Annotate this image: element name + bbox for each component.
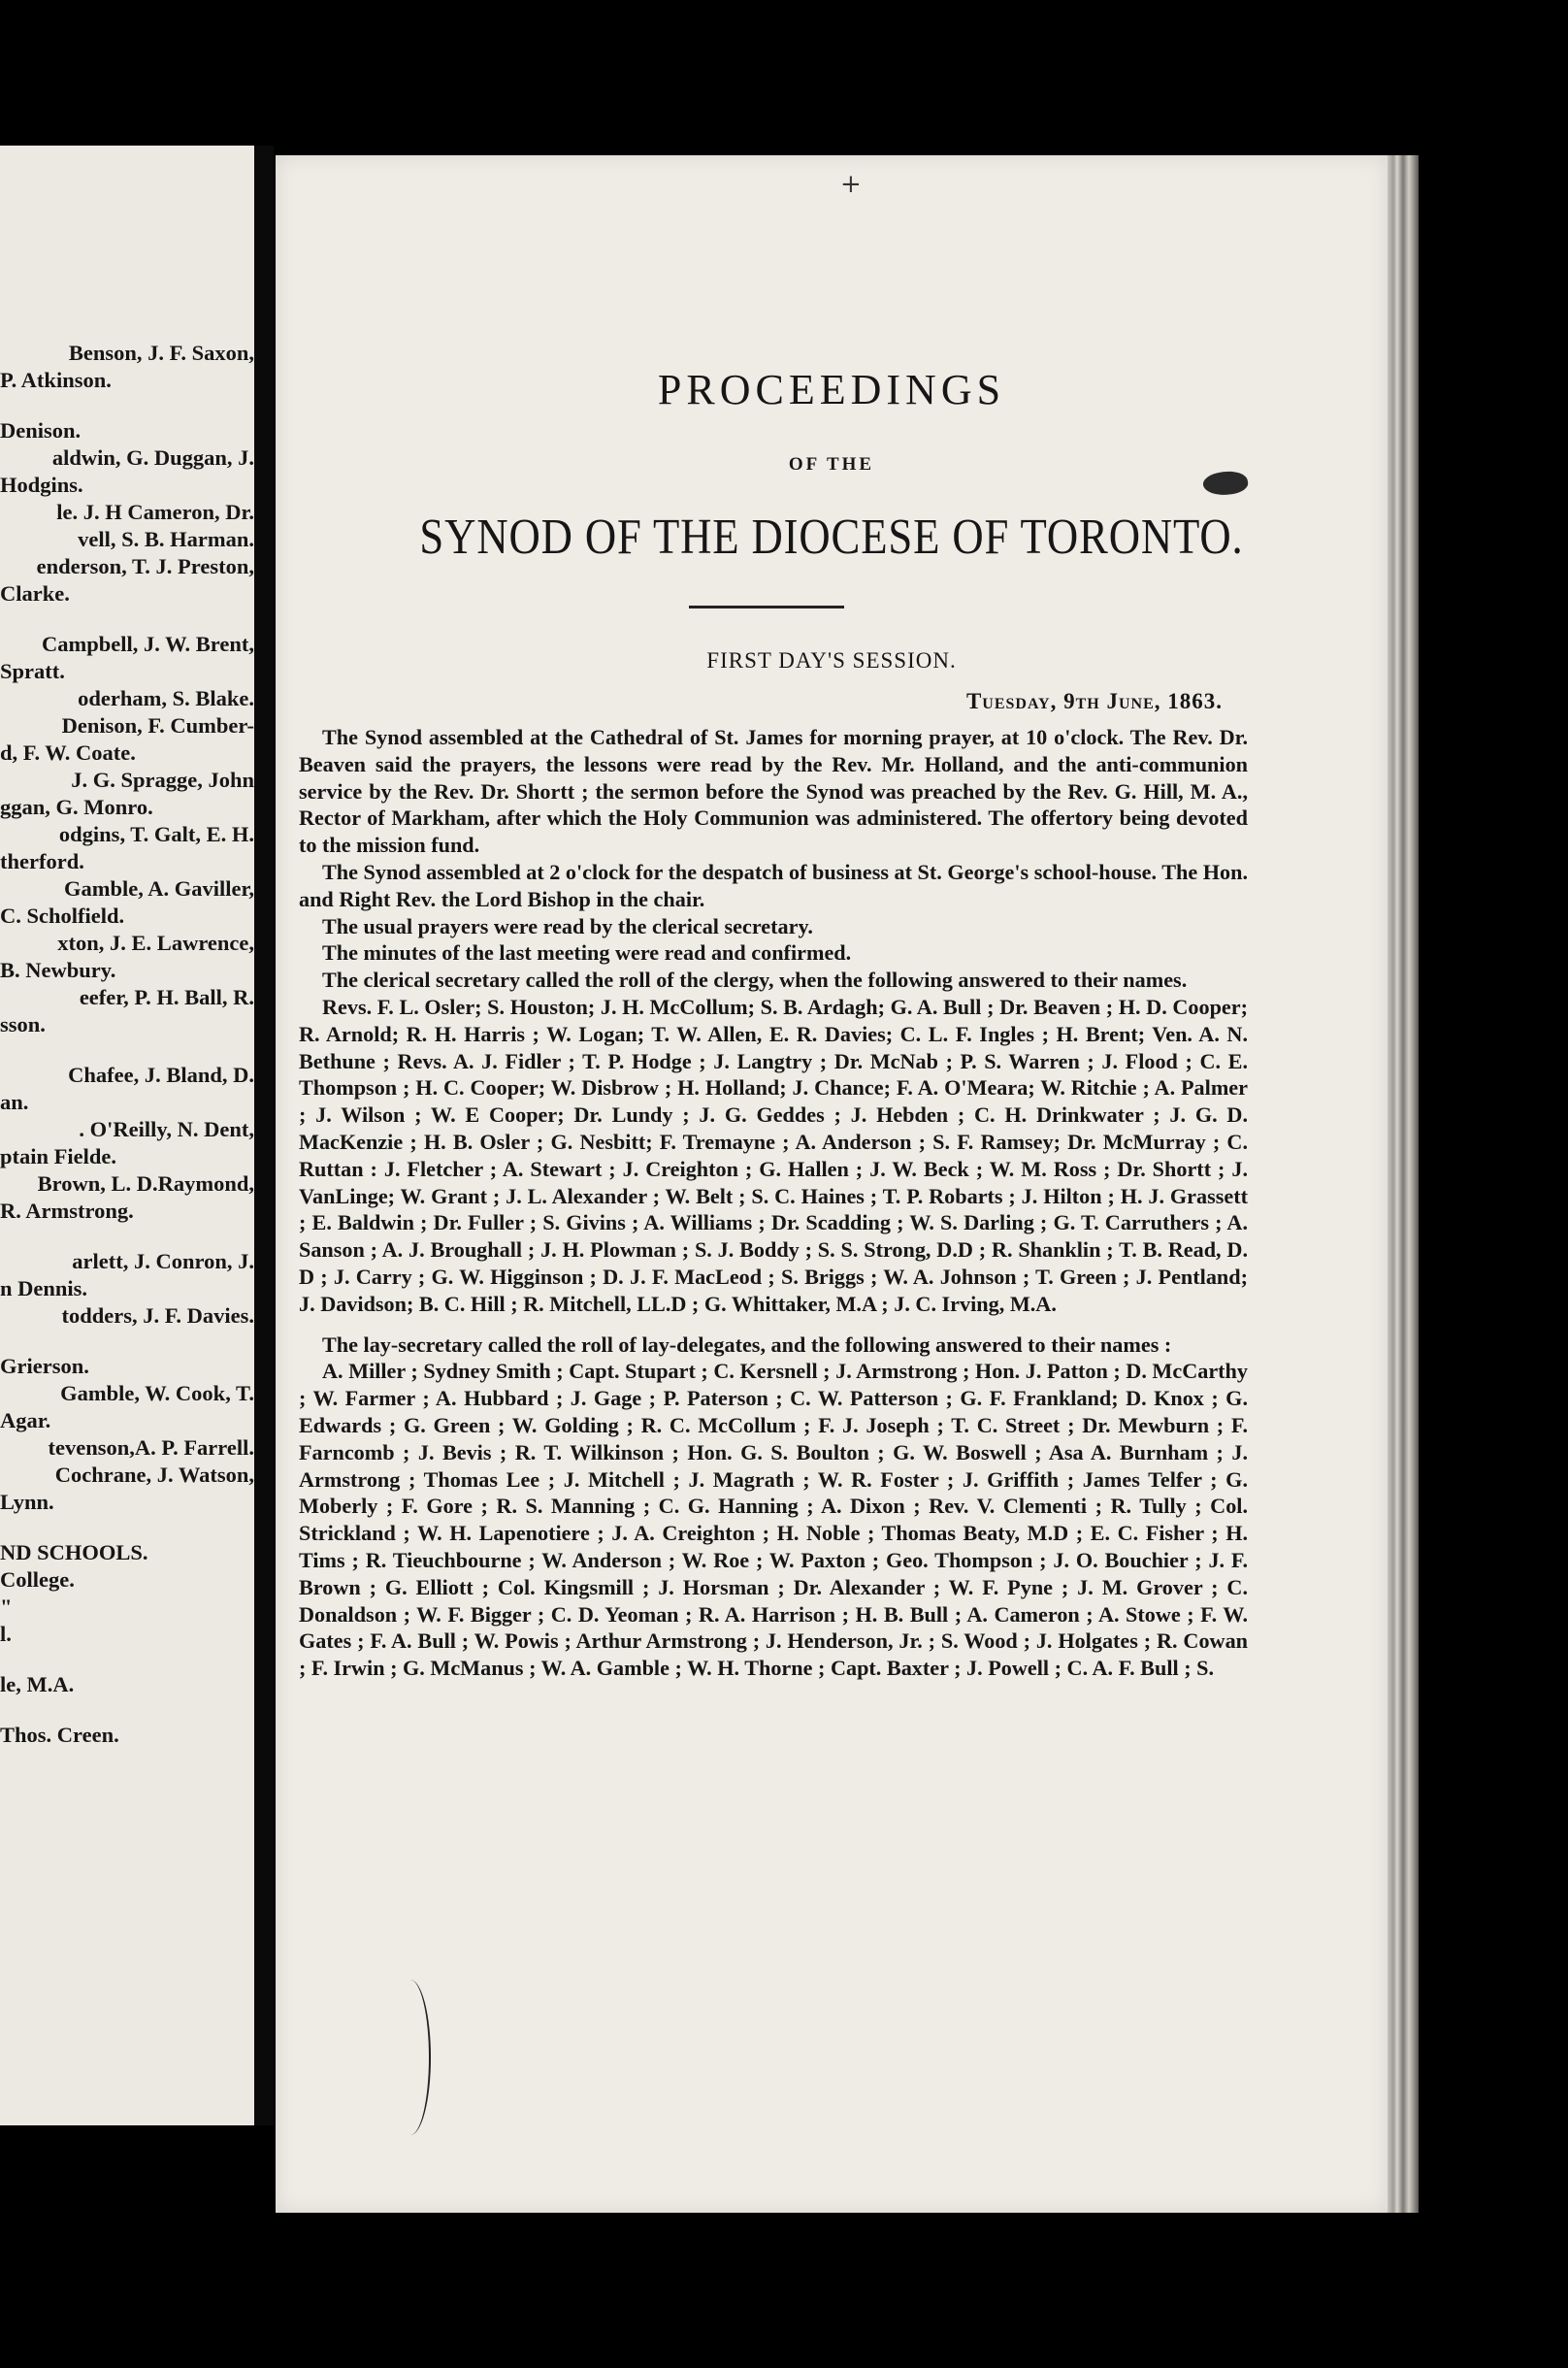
paragraph-clergy-roll-call: The clerical secretary called the roll of the clergy, when the following answered to their names. <box>322 968 1188 993</box>
left-page-line: Campbell, J. W. Brent, <box>42 632 254 656</box>
left-page-line: ND SCHOOLS. <box>0 1540 148 1564</box>
paragraph-morning-prayer: The Synod assembled at the Cathedral of St. James for morning prayer, at 10 o'clock. The Rev. Dr. Beaven said the prayers, the lessons were read by the Rev. Mr. Holland, and the anti-communion service by the Rev. Dr. Shortt ; the sermon before the Synod was preached by the Rev. G. Hill, M. A., Rector of Markham, after which the Holy Communion was administered. The offertory being devoted to the mission fund. <box>299 725 1248 858</box>
document-title: PROCEEDINGS <box>657 366 1006 413</box>
left-page-line <box>0 394 254 417</box>
left-page-line: College. <box>0 1567 75 1592</box>
left-page-line <box>0 1648 254 1671</box>
left-page-line: sson. <box>0 1012 46 1036</box>
left-page-border <box>254 146 274 2125</box>
title-rule <box>689 606 844 608</box>
left-page-line: C. Scholfield. <box>0 904 125 928</box>
left-page-line: le. J. H Cameron, Dr. <box>56 500 254 524</box>
left-page-line: an. <box>0 1090 29 1114</box>
left-page-line: d, F. W. Coate. <box>0 740 136 765</box>
paragraph-minutes: The minutes of the last meeting were read and confirmed. <box>322 940 852 966</box>
left-page-line: tevenson,A. P. Farrell. <box>48 1435 254 1460</box>
left-page-line: Benson, J. F. Saxon, <box>68 341 254 365</box>
left-page-line: Denison, F. Cumber- <box>61 713 254 738</box>
left-page-line: eefer, P. H. Ball, R. <box>79 985 254 1009</box>
left-page-line: aldwin, G. Duggan, J. <box>51 445 254 470</box>
left-page-line: Gamble, A. Gaviller, <box>63 876 254 901</box>
left-facing-page <box>0 146 254 2125</box>
paragraph-lay-roll-call: The lay-secretary called the roll of lay-delegates, and the following answered to their names : <box>322 1332 1172 1357</box>
left-page-line: odgins, T. Galt, E. H. <box>58 822 254 846</box>
left-page-line: Lynn. <box>0 1490 54 1514</box>
left-page-line: Cochrane, J. Watson, <box>54 1463 254 1487</box>
left-page-line: J. G. Spragge, John <box>71 768 254 792</box>
lay-delegate-name-list: A. Miller ; Sydney Smith ; Capt. Stupart ; C. Kersnell ; J. Armstrong ; Hon. J. Patton ; D. McCarthy ; W. Farmer ; A. Hubbard ; J. Gage ; P. Paterson ; C. W. Patterson ; G. F. Frankland; D. Knox ; G. Edwards ; G. Green ; W. Golding ; R. C. McCollum ; F. J. Joseph ; T. C. Street ; Dr. Mewburn ; F. Farncomb ; J. Bevis ; R. T. Wilkinson ; Hon. G. S. Boulton ; G. W. Boswell ; Asa A. Burnham ; J. Armstrong ; Thomas Lee ; J. Mitchell ; J. Magrath ; W. R. Foster ; J. Griffith ; James Telfer ; G. Moberly ; F. Gore ; R. S. Manning ; C. G. Hanning ; A. Dixon ; Rev. V. Clementi ; R. Tully ; Col. Strickland ; W. H. Lapenotiere ; J. A. Creighton ; H. Noble ; Thomas Beaty, M.D ; E. C. Fisher ; H. Tims ; R. Tieuchbourne ; W. Anderson ; W. Roe ; W. Paxton ; Geo. Thompson ; J. O. Bouchier ; J. F. Brown ; G. Elliott ; Col. Kingsmill ; J. Horsman ; Dr. Alexander ; W. F. Pyne ; J. M. Grover ; C. Donaldson ; W. F. Bigger ; C. D. Yeoman ; R. A. Harrison ; H. B. Bull ; A. Cameron ; A. Stowe ; F. W. Gates ; F. A. Bull ; W. Powis ; Arthur Armstrong ; J. Henderson, Jr. ; S. Wood ; J. Holgates ; R. Cowan ; F. Irwin ; G. McManus ; W. A. Gamble ; W. H. Thorne ; Capt. Baxter ; J. Powell ; C. A. F. Bull ; S. <box>299 1359 1248 1681</box>
left-page-line: vell, S. B. Harman. <box>78 527 254 551</box>
left-page-line <box>0 1225 254 1248</box>
left-page-line <box>0 1698 254 1722</box>
clergy-name-list: Revs. F. L. Osler; S. Houston; J. H. McCollum; S. B. Ardagh; G. A. Bull ; Dr. Beaven ; H. D. Cooper; R. Arnold; R. H. Harris ; W. Logan; T. W. Allen, E. R. Davies; C. L. F. Ingles ; H. Brent; Ven. A. N. Bethune ; Revs. A. J. Fidler ; T. P. Hodge ; J. Langtry ; Dr. McNab ; P. S. Warren ; J. Flood ; C. E. Thompson ; H. C. Cooper; W. Disbrow ; H. Holland; J. Chance; F. A. O'Meara; W. Ritchie ; A. Palmer ; J. Wilson ; W. E Cooper; Dr. Lundy ; J. G. Geddes ; J. Hebden ; C. H. Drinkwater ; J. G. D. MacKenzie ; H. B. Osler ; G. Nesbitt; F. Tremayne ; A. Anderson ; S. F. Ramsey; Dr. McMurray ; C. Ruttan : J. Fletcher ; A. Stewart ; J. Creighton ; G. Hallen ; J. W. Beck ; W. M. Ross ; Dr. Shortt ; J. VanLinge; W. Grant ; J. L. Alexander ; W. Belt ; S. C. Haines ; T. P. Robarts ; J. Hilton ; H. J. Grassett ; E. Baldwin ; Dr. Fuller ; S. Givins ; A. Williams ; Dr. Scadding ; W. S. Darling ; G. T. Carruthers ; A. Sanson ; A. J. Broughall ; J. H. Plowman ; S. J. Boddy ; S. S. Strong, D.D ; R. Shanklin ; T. B. Read, D. D ; J. Carry ; G. W. Higginson ; D. J. F. MacLeod ; S. Briggs ; W. A. Johnson ; T. Green ; J. Pentland; J. Davidson; B. C. Hill ; R. Mitchell, LL.D ; G. Whittaker, M.A ; J. C. Irving, M.A. <box>299 994 1248 1316</box>
document-subtitle: SYNOD OF THE DIOCESE OF TORONTO. <box>419 510 1244 565</box>
left-page-line: Spratt. <box>0 659 65 683</box>
page-edge <box>1388 155 1419 2213</box>
left-page-line: xton, J. E. Lawrence, <box>57 931 254 955</box>
left-page-line: B. Newbury. <box>0 958 116 982</box>
left-page-line <box>0 1516 254 1539</box>
left-page-line <box>0 608 254 631</box>
left-page-line <box>0 1330 254 1353</box>
left-page-line: n Dennis. <box>0 1276 88 1300</box>
session-heading: FIRST DAY'S SESSION. <box>706 648 957 673</box>
left-page-line: R. Armstrong. <box>0 1199 134 1223</box>
document-body <box>299 724 1248 1682</box>
left-page-line: enderson, T. J. Preston, <box>36 554 254 578</box>
left-page-line: l. <box>0 1622 12 1646</box>
left-page-line: Gamble, W. Cook, T. <box>60 1381 254 1405</box>
page-mark: + <box>840 170 862 199</box>
left-page-line: Grierson. <box>0 1354 89 1378</box>
left-page-line: P. Atkinson. <box>0 368 112 392</box>
paragraph-prayers: The usual prayers were read by the clerical secretary. <box>322 913 813 938</box>
left-page-line: ptain Fielde. <box>0 1144 117 1168</box>
left-page-line <box>0 1038 254 1062</box>
left-page-line: Thos. Creen. <box>0 1723 119 1747</box>
left-page-line: arlett, J. Conron, J. <box>72 1249 254 1273</box>
left-page-line: Chafee, J. Bland, D. <box>68 1063 254 1087</box>
left-page-line: . O'Reilly, N. Dent, <box>79 1117 254 1141</box>
title-connector: OF THE <box>788 454 875 475</box>
left-page-line: Denison. <box>0 418 82 443</box>
left-page-line: todders, J. F. Davies. <box>61 1303 254 1328</box>
left-page-line: le, M.A. <box>0 1672 75 1696</box>
left-page-line: oderham, S. Blake. <box>78 686 254 710</box>
left-page-line: Agar. <box>0 1408 51 1432</box>
session-date: Tuesday, 9th June, 1863. <box>965 689 1223 713</box>
left-page-line: Hodgins. <box>0 473 83 497</box>
paragraph-afternoon-assembly: The Synod assembled at 2 o'clock for the despatch of business at St. George's school-house. The Hon. and Right Rev. the Lord Bishop in the chair. <box>299 859 1248 911</box>
left-page-text <box>0 340 254 1749</box>
left-page-line: " <box>0 1595 13 1619</box>
left-page-line: Brown, L. D.Raymond, <box>37 1171 254 1196</box>
left-page-line: ggan, G. Monro. <box>0 795 153 819</box>
left-page-line: Clarke. <box>0 581 70 606</box>
left-page-line: therford. <box>0 849 84 873</box>
pen-mark <box>390 1980 431 2135</box>
